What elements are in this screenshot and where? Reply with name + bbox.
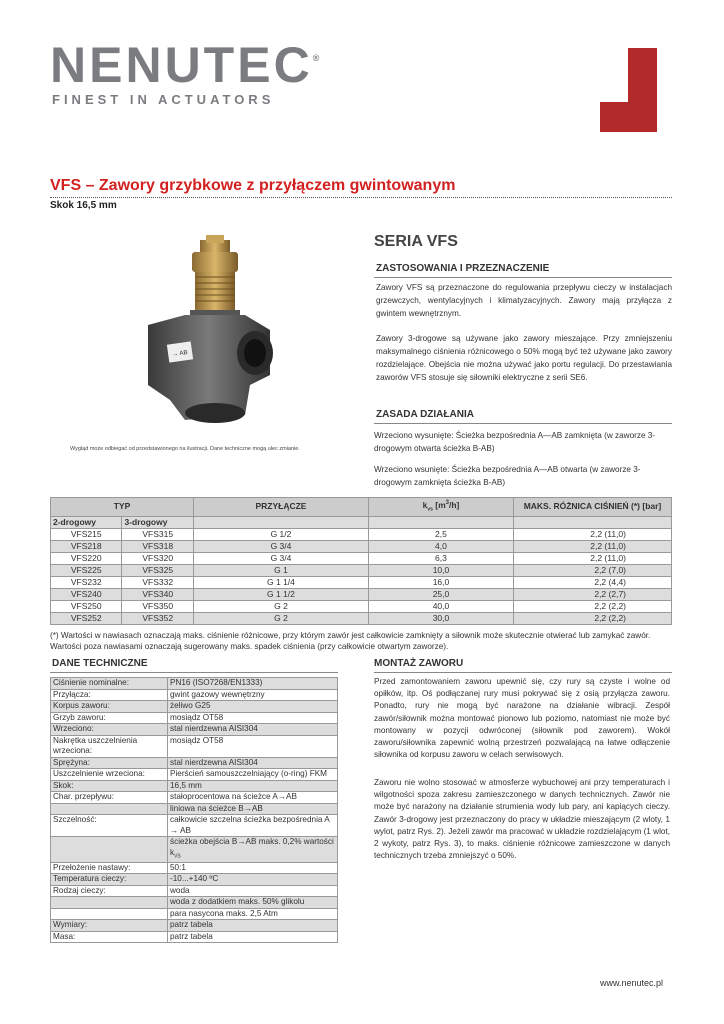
type-row — [51, 564, 672, 576]
tech-value: -10...+140 ºC — [168, 874, 338, 886]
type-cell-kvs: 10,0 — [368, 564, 513, 576]
type-cell-dp: 2,2 (2,7) — [513, 588, 671, 600]
type-cell-conn: G 1 1/2 — [193, 588, 368, 600]
tech-row — [51, 769, 338, 781]
th-typ: TYP — [51, 498, 194, 517]
type-cell-kvs: 4,0 — [368, 540, 513, 552]
type-cell-three: VFS350 — [122, 600, 193, 612]
section-heading-applications: ZASTOSOWANIA I PRZEZNACZENIE — [376, 263, 550, 274]
footer-url[interactable]: www.nenutec.pl — [600, 978, 664, 988]
tech-key — [51, 897, 168, 909]
tech-row — [51, 815, 338, 837]
applications-paragraph-1: Zawory VFS są przeznaczone do regulowania przepływu cieczy w instalacjach grzewczych, wentylacyjnych i klimatyzacyjnych. Zawory mają przyłącza z gwintem wewnętrznym. — [376, 283, 672, 318]
tech-row — [51, 920, 338, 932]
type-cell-two: VFS250 — [51, 600, 122, 612]
type-cell-kvs: 2,5 — [368, 528, 513, 540]
type-cell-two: VFS232 — [51, 576, 122, 588]
type-cell-three: VFS315 — [122, 528, 193, 540]
tech-key: Wymiary: — [51, 920, 168, 932]
tech-value: stałoprocentowa na ścieżce A→AB — [168, 792, 338, 804]
mounting-paragraph-2: Zaworu nie wolno stosować w atmosferze wybuchowej ani przy temperaturach i wilgotności spoza zakresu zamieszczonego w danych technicznych. Zawór nie może być narażony na działanie strumienia wody lub pary, ani kapiących cieczy. Zawór 3-drogowy jest przeznaczony do pracy w układzie mieszającym (2 wloty, 1 wylot, patrz Rys. 2). Jeżeli zawór ma pracować w układzie rozdzielającym (1 wlot, 2 wykoty, patrz Rys. 3), to maks. ciśnienie różnicowe zamieszczone w danych technicznych trzeba zmniejszyć o 50%. — [374, 778, 670, 861]
tech-row — [51, 885, 338, 897]
operation-paragraph-1: Wrzeciono wysunięte: Ścieżka bezpośrednia A—AB zamknięta (w zaworze 3-drogowym otwarta ścieżka B-AB) — [374, 431, 656, 453]
type-cell-conn: G 2 — [193, 600, 368, 612]
brand-tagline: FINEST IN ACTUATORS — [52, 92, 275, 107]
tech-key: Przełożenie nastawy: — [51, 862, 168, 874]
th-kvs: $k_{vs}$ $[m^3/h]$ — [368, 498, 513, 517]
tech-key: Skok: — [51, 780, 168, 792]
tech-key: Wrzeciono: — [51, 724, 168, 736]
type-row — [51, 552, 672, 564]
type-cell-three: VFS318 — [122, 540, 193, 552]
section-divider — [374, 672, 672, 673]
tech-value: mosiądz OT58 — [168, 735, 338, 757]
applications-paragraph-2: Zawory 3-drogowe są używane jako zawory mieszające. Przy zmniejszeniu maksymalnego ciśnienia różnicowego o 50% mogą być też używane jako zawory rozdzielające. Obejścia nie można używać jako portu regulacji. Do przestawiania zaworów VFS stosuje się siłowniki elektryczne z serii SE6. — [376, 334, 672, 382]
type-cell-three: VFS332 — [122, 576, 193, 588]
tech-key: Rodzaj cieczy: — [51, 885, 168, 897]
tech-row — [51, 678, 338, 690]
page-title: VFS – Zawory grzybkowe z przyłączem gwintowanym — [50, 177, 456, 194]
tech-value: stal nierdzewna AISI304 — [168, 724, 338, 736]
table-note: (*) Wartości w nawiasach oznaczają maks. ciśnienie różnicowe, przy którym zawór jest całkowicie zamknięty a siłownik może skutecznie otwierać lub zamykać zawór. Wartości poza nawiasami oznaczają sugerowany maks. spadek ciśnienia (przy całkowicie otwartym zaworze). — [50, 631, 651, 651]
type-row — [51, 540, 672, 552]
th-dp: MAKS. RÓŻNICA CIŚNIEŃ (*) [bar] — [513, 498, 671, 517]
type-cell-conn: G 2 — [193, 612, 368, 624]
tech-row — [51, 803, 338, 815]
tech-value: liniowa na ścieżce B→AB — [168, 803, 338, 815]
tech-row — [51, 735, 338, 757]
section-heading-operation: ZASADA DZIAŁANIA — [376, 409, 474, 420]
type-cell-conn: G 1 — [193, 564, 368, 576]
tech-key — [51, 908, 168, 920]
tech-key: Temperatura cieczy: — [51, 874, 168, 886]
type-cell-three: VFS325 — [122, 564, 193, 576]
type-cell-kvs: 16,0 — [368, 576, 513, 588]
section-heading-mounting: MONTAŻ ZAWORU — [374, 658, 464, 669]
tech-row — [51, 689, 338, 701]
tech-key: Uszczelnienie wrzeciona: — [51, 769, 168, 781]
tech-row — [51, 874, 338, 886]
type-cell-dp: 2,2 (2,2) — [513, 612, 671, 624]
image-caption: Wygląd może odbiegać od przedstawionego na ilustracji. Dane techniczne mogą ulec zmianie. — [70, 446, 300, 452]
tech-value: 16,5 mm — [168, 780, 338, 792]
type-cell-two: VFS240 — [51, 588, 122, 600]
type-cell-three: VFS320 — [122, 552, 193, 564]
type-cell-dp: 2,2 (11,0) — [513, 540, 671, 552]
tech-value: woda — [168, 885, 338, 897]
tech-value: Pierścień samouszczelniający (o-ring) FKM — [168, 769, 338, 781]
valve-photo — [140, 235, 280, 430]
type-cell-two: VFS215 — [51, 528, 122, 540]
type-cell-kvs: 6,3 — [368, 552, 513, 564]
type-cell-conn: G 1/2 — [193, 528, 368, 540]
tech-key: Szczelność: — [51, 815, 168, 837]
type-cell-dp: 2,2 (11,0) — [513, 528, 671, 540]
type-row — [51, 600, 672, 612]
th-przylacze: PRZYŁĄCZE — [193, 498, 368, 517]
tech-value: woda z dodatkiem maks. 50% glikolu — [168, 897, 338, 909]
mounting-paragraph-1: Przed zamontowaniem zaworu upewnić się, czy rury są czyste i wolne od opiłków, itp. Oś podłączanej rury musi pokrywać się z osią przyłącza zaworu. Ponadto, rury nie mogą być narażone na działanie wibracji. Zespół zawór/siłownik można montować pionowo lub poziomo, natomiast nie może być montowany w pozycji odwróconej (siłownik pod zaworem). Wokół zaworu/siłownika zapewnić wolną przestrzeń pozwalającą na łatwe odłączenie siłownika od korpusu zaworu w celach serwisowych. — [374, 677, 670, 760]
operation-paragraph-2: Wrzeciono wsunięte: Ścieżka bezpośrednia A—AB otwarta (w zaworze 3-drogowym zamknięta ścieżka B-AB) — [374, 465, 641, 487]
tech-key: Przyłącza: — [51, 689, 168, 701]
type-row — [51, 588, 672, 600]
type-cell-dp: 2,2 (2,2) — [513, 600, 671, 612]
tech-row — [51, 908, 338, 920]
type-cell-conn: G 3/4 — [193, 540, 368, 552]
tech-value: gwint gazowy wewnętrzny — [168, 689, 338, 701]
tech-key — [51, 837, 168, 863]
th-three-way: 3-drogowy — [122, 516, 193, 528]
series-title: SERIA VFS — [374, 233, 458, 250]
tech-value: patrz tabela — [168, 920, 338, 932]
tech-key: Sprężyna: — [51, 757, 168, 769]
tech-value: para nasycona maks. 2,5 Atm — [168, 908, 338, 920]
type-cell-kvs: 40,0 — [368, 600, 513, 612]
type-cell-dp: 2,2 (11,0) — [513, 552, 671, 564]
section-divider — [50, 672, 338, 673]
type-row — [51, 576, 672, 588]
tech-row — [51, 757, 338, 769]
tech-key: Masa: — [51, 931, 168, 943]
tech-row — [51, 724, 338, 736]
type-cell-conn: G 1 1/4 — [193, 576, 368, 588]
tech-row — [51, 792, 338, 804]
type-cell-conn: G 3/4 — [193, 552, 368, 564]
section-divider — [374, 423, 672, 424]
title-divider — [50, 197, 672, 198]
type-cell-two: VFS252 — [51, 612, 122, 624]
type-cell-kvs: 30,0 — [368, 612, 513, 624]
tech-key: Char. przepływu: — [51, 792, 168, 804]
tech-key: Ciśnienie nominalne: — [51, 678, 168, 690]
type-cell-dp: 2,2 (4,4) — [513, 576, 671, 588]
type-cell-two: VFS218 — [51, 540, 122, 552]
type-cell-three: VFS352 — [122, 612, 193, 624]
type-cell-two: VFS225 — [51, 564, 122, 576]
type-row — [51, 528, 672, 540]
type-cell-dp: 2,2 (7,0) — [513, 564, 671, 576]
tech-row — [51, 897, 338, 909]
type-cell-three: VFS340 — [122, 588, 193, 600]
tech-key: Korpus zaworu: — [51, 701, 168, 713]
type-row — [51, 612, 672, 624]
brand-name: NENUTEC — [50, 37, 313, 93]
type-table — [50, 497, 672, 625]
tech-table — [50, 677, 338, 943]
tech-row — [51, 931, 338, 943]
tech-row — [51, 712, 338, 724]
svg-text:→ AB: → AB — [171, 349, 188, 359]
tech-row — [51, 780, 338, 792]
tech-row — [51, 862, 338, 874]
tech-value: patrz tabela — [168, 931, 338, 943]
tech-value: ścieżka obejścia B→AB maks. 0,2% wartości $k_{VS}$ — [168, 837, 338, 863]
th-two-way: 2-drogowy — [51, 516, 122, 528]
tech-value: mosiądz OT58 — [168, 712, 338, 724]
tech-value: całkowicie szczelna ścieżka bezpośrednia A → AB — [168, 815, 338, 837]
tech-value: 50:1 — [168, 862, 338, 874]
tech-value: stal nierdzewna AISI304 — [168, 757, 338, 769]
tech-key: Nakrętka uszczelnienia wrzeciona: — [51, 735, 168, 757]
tech-key: Grzyb zaworu: — [51, 712, 168, 724]
section-divider — [374, 277, 672, 278]
section-heading-tech: DANE TECHNICZNE — [52, 658, 148, 669]
tech-row — [51, 837, 338, 863]
type-cell-kvs: 25,0 — [368, 588, 513, 600]
corner-logo-cutout — [600, 48, 628, 102]
tech-row — [51, 701, 338, 713]
tech-value: żeliwo G25 — [168, 701, 338, 713]
page-subtitle: Skok 16,5 mm — [50, 200, 117, 211]
tech-key — [51, 803, 168, 815]
type-cell-two: VFS220 — [51, 552, 122, 564]
tech-value: PN16 (ISO7268/EN1333) — [168, 678, 338, 690]
brand-logo — [50, 37, 320, 93]
registered-mark: ® — [312, 53, 320, 63]
